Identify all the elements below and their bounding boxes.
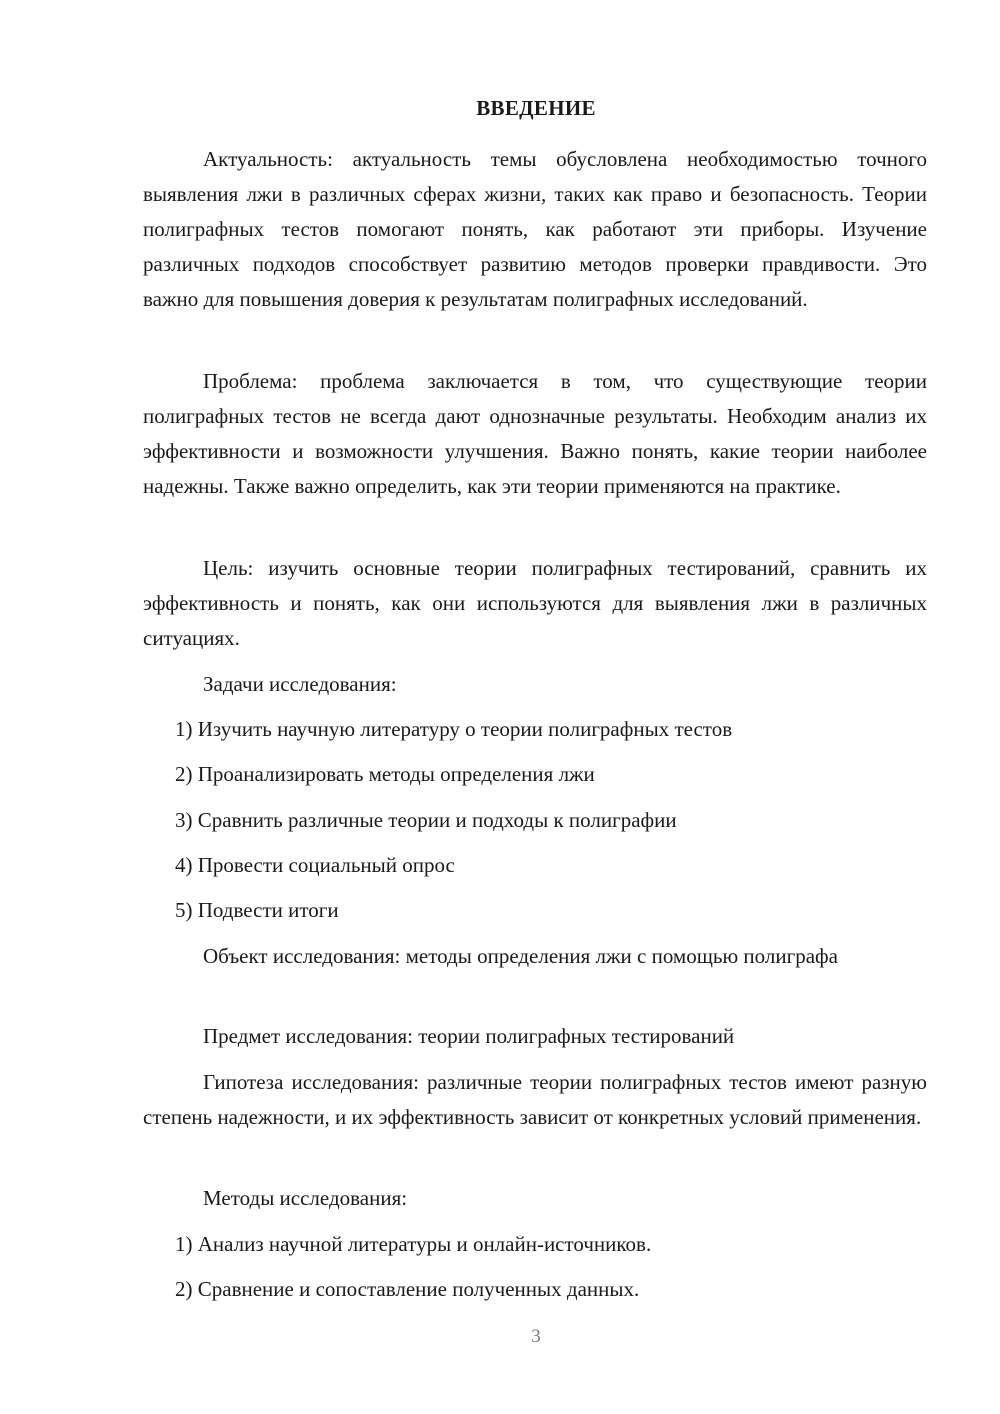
paragraph-problem: Проблема: проблема заключается в том, что существующие теории полиграфных тестов не всегда дают однозначные результаты. Необходим анализ их эффективности и возможности улучшения. Важно понять, какие теории наиболее надежны. Также важно определить, как эти теории применяются на практике.: [143, 369, 927, 498]
task-list-item: 5) Подвести итоги: [175, 898, 339, 922]
paragraph-methods-heading: Методы исследования:: [203, 1186, 408, 1210]
paragraph-hypothesis: Гипотеза исследования: различные теории полиграфных тестов имеют разную степень надежности, и их эффективность зависит от конкретных условий применения.: [143, 1070, 927, 1129]
paragraph-subject: Предмет исследования: теории полиграфных тестирований: [203, 1024, 735, 1048]
paragraph-object: Объект исследования: методы определения лжи с помощью полиграфа: [203, 944, 838, 968]
method-list-item: 1) Анализ научной литературы и онлайн-источников.: [175, 1232, 652, 1256]
task-list-item: 1) Изучить научную литературу о теории полиграфных тестов: [175, 717, 733, 741]
task-list-item: 4) Провести социальный опрос: [175, 853, 455, 877]
paragraph-tasks-heading: Задачи исследования:: [203, 672, 397, 696]
method-list-item: 2) Сравнение и сопоставление полученных данных.: [175, 1277, 640, 1301]
paragraph-relevance: Актуальность: актуальность темы обусловлена необходимостью точного выявления лжи в различных сферах жизни, таких как право и безопасность. Теории полиграфных тестов помогают понять, как работают эти приборы. Изучение различных подходов способствует развитию методов проверки правдивости. Это важно для повышения доверия к результатам полиграфных исследований.: [143, 147, 927, 311]
paragraph-goal: Цель: изучить основные теории полиграфных тестирований, сравнить их эффективность и понять, как они используются для выявления лжи в различных ситуациях.: [143, 556, 927, 650]
page-number: 3: [531, 1326, 541, 1347]
section-title: ВВЕДЕНИЕ: [476, 96, 596, 120]
task-list-item: 2) Проанализировать методы определения лжи: [175, 762, 595, 786]
task-list-item: 3) Сравнить различные теории и подходы к полиграфии: [175, 808, 677, 832]
